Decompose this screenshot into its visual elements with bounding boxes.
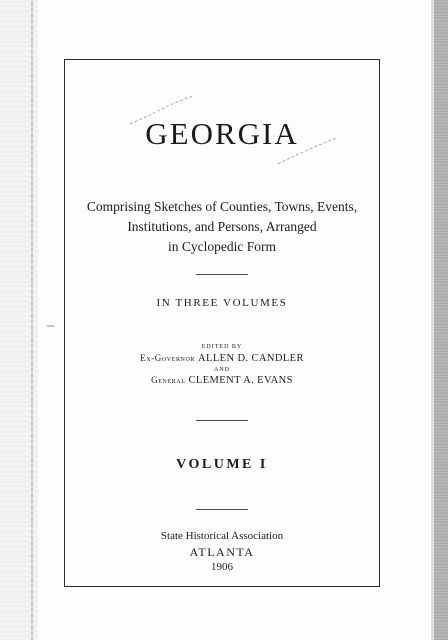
editor-title: Ex-Governor — [140, 353, 196, 363]
publication-year: 1906 — [211, 561, 233, 573]
divider-rule — [196, 420, 248, 421]
volumes-note: IN THREE VOLUMES — [156, 297, 288, 309]
and-label: AND — [214, 367, 230, 373]
subtitle-line: in Cyclopedic Form — [168, 239, 276, 254]
editor-title: General — [151, 375, 186, 385]
scan-binding-line — [31, 0, 33, 640]
editor-line-2 — [64, 374, 380, 387]
editor-name: CLEMENT A. EVANS — [188, 375, 293, 386]
publisher: State Historical Association — [160, 530, 284, 542]
page-title: GEORGIA — [145, 116, 299, 151]
divider-rule — [196, 274, 248, 275]
edited-by-label: EDITED BY — [201, 344, 243, 350]
margin-tick — [46, 324, 56, 328]
editor-line-1 — [64, 352, 380, 365]
scan-page-edge-right — [434, 0, 448, 640]
subtitle-line: Institutions, and Persons, Arranged — [127, 219, 317, 234]
subtitle — [64, 197, 380, 257]
subtitle-line: Comprising Sketches of Counties, Towns, Events, — [86, 199, 358, 214]
editor-name: ALLEN D. CANDLER — [198, 353, 304, 364]
publication-city: ATLANTA — [189, 545, 255, 559]
volume-number: VOLUME I — [176, 457, 268, 472]
divider-rule — [196, 509, 248, 510]
